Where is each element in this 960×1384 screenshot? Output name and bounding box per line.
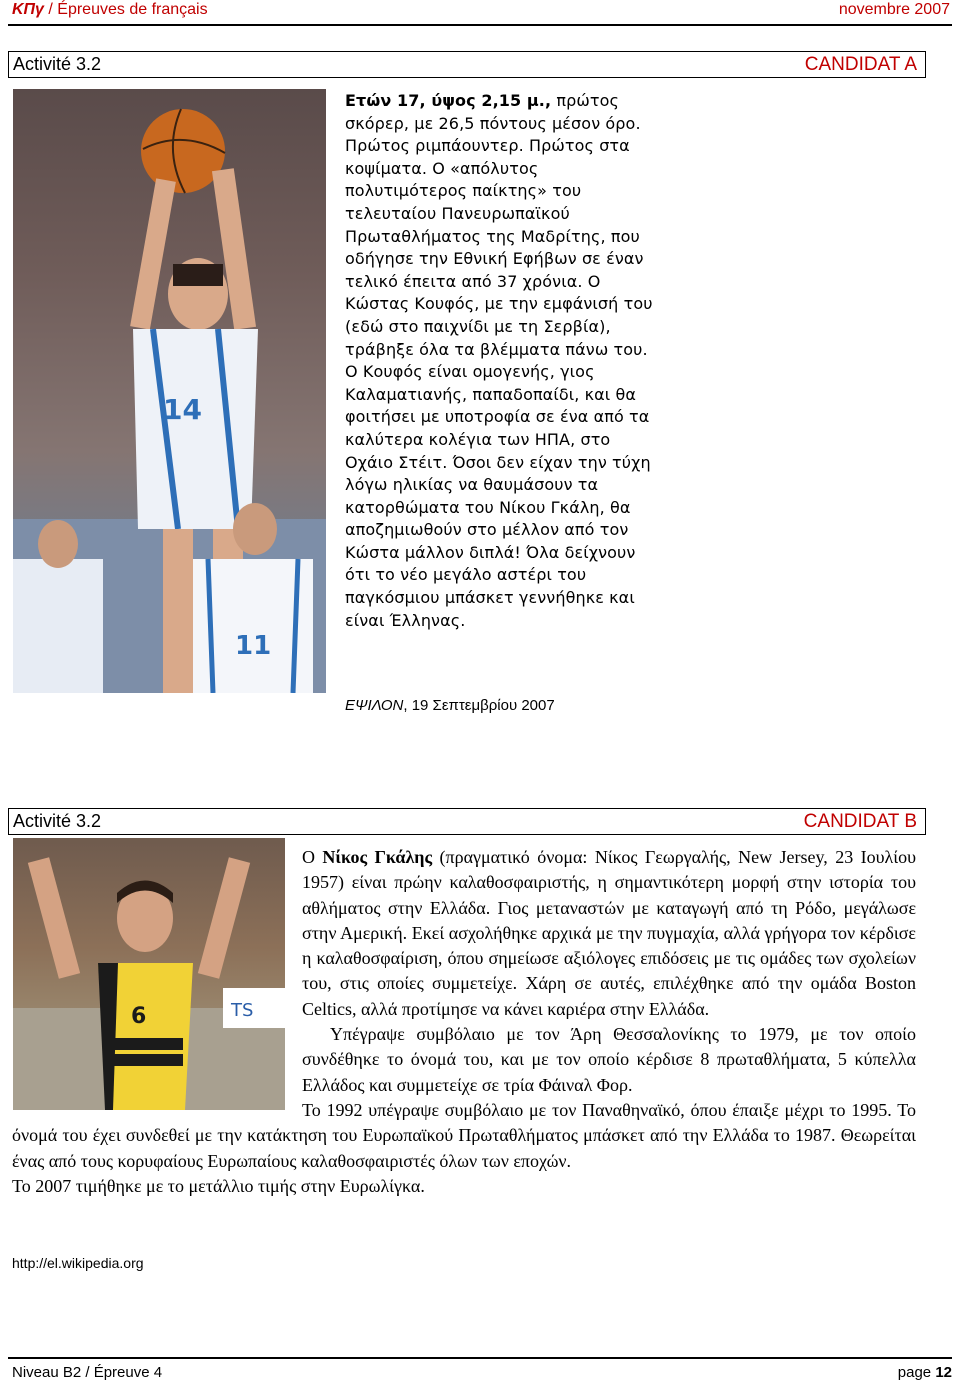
svg-text:14: 14	[163, 393, 202, 426]
header-rule	[8, 24, 952, 26]
activity-b-bar	[8, 808, 926, 835]
article-b-paragraph-2: Υπέγραψε συμβόλαιο με τον Άρη Θεσσαλονίκης το 1979, με τον οποίο συνδέθηκε το όνομά του, και με τον οποίο κέρδισε 8 πρωταθλήματα, 5 κύπελλα Ελλάδος και συμμετείχε σε τρία Φάιναλ Φορ.	[302, 1024, 916, 1095]
basketball-player-dunk-photo	[13, 89, 326, 693]
activity-a-bar	[8, 51, 926, 78]
article-b-source-link[interactable]: http://el.wikipedia.org	[12, 1255, 144, 1271]
candidate-a-label: CANDIDAT A	[804, 54, 917, 75]
header-title	[12, 1, 208, 19]
exam-name: Épreuves de français	[57, 1, 208, 18]
article-a-lead: Ετών 17, ύψος 2,15 μ.,	[345, 91, 552, 110]
candidate-b-label: CANDIDAT B	[803, 811, 917, 832]
svg-text:TS: TS	[231, 1000, 254, 1021]
article-b-paragraph-4: Το 2007 τιμήθηκε με το μετάλλιο τιμής στην Ευρωλίγκα.	[12, 1175, 425, 1196]
article-b-p1-pre: Ο	[302, 847, 323, 867]
footer-level: Niveau B2 / Épreuve 4	[12, 1364, 163, 1381]
activity-b-label: Activité 3.2	[13, 811, 102, 831]
header-date: novembre 2007	[838, 1, 950, 18]
article-a	[345, 90, 655, 632]
svg-text:6: 6	[131, 1004, 147, 1029]
footer-page	[898, 1364, 952, 1381]
page-label: page	[897, 1364, 936, 1381]
player-name: Νίκος Γκάλης	[322, 847, 433, 867]
photo-illustration	[13, 89, 326, 693]
footer-rule	[8, 1357, 952, 1359]
svg-text:11: 11	[235, 631, 272, 661]
article-b-paragraph-3: Το 1992 υπέγραψε συμβόλαιο με τον Παναθηναϊκό, όπου έπαιξε μέχρι το 1995. Το όνομά του έχει συνδεθεί με την κατάκτηση του Ευρωπαϊκού Πρωταθλήματος μπάσκετ από την Ελλάδα το 1987. Θεωρείται ένας από τους κορυφαίους Ευρωπαίους καλαθοσφαιριστές όλων των εποχών.	[12, 1099, 916, 1171]
article-a-body: πρώτος σκόρερ, με 26,5 πόντους μέσον όρο. Πρώτος ριμπάουντερ. Πρώτος στα κοψίματα. Ο «απόλυτος πολυτιμότερος παίκτης» του τελευταίου Πανευρωπαϊκού Πρωταθλήματος της Μαδρίτης, που οδήγησε την Εθνική Εφήβων σε έναν τελικό έπειτα από 37 χρόνια. Ο Κώστας Κουφός, με την εμφάνισή του (εδώ στο παιχνίδι με τη Σερβία), τράβηξε όλα τα βλέμματα πάνω του. Ο Κουφός είναι ομογενής, γιος Καλαματιανής, παπαδοπαίδι, και θα φοιτήσει με υποτροφία σε ένα από τα καλύτερα κολέγια των ΗΠΑ, στο Οχάιο Στέιτ. Όσοι δεν είχαν την τύχη λόγω ηλικίας να θαυμάσουν τα κατορθώματα του Νίκου Γκάλη, θα αποζημιωθούν στο μέλλον από τον Κώστα μάλλον διπλά! Όλα δείχνουν ότι το νέο μεγάλο αστέρι του παγκόσμιου μπάσκετ γεννήθηκε και είναι Έλληνας.	[345, 91, 653, 630]
activity-a-label: Activité 3.2	[13, 54, 102, 74]
article-a-publication: ΕΨΙΛΟΝ	[345, 697, 404, 714]
article-b-p1-rest: (πραγματικό όνομα: Νίκος Γεωργαλής, New Jersey, 23 Ιουλίου 1957) είναι πρώην καλαθοσφαιριστής, η σημαντικότερη μορφή στην ιστορία του αθλήματος στην Ελλάδα. Γιος μεταναστών με καταγωγή από τη Ρόδο, μεγάλωσε στην Αμερική. Εκεί ασχολήθηκε αρχικά με την πυγμαχία, αλλά γρήγορα τον κέρδισε η καλαθοσφαίριση, όπου σημείωσε αξιόλογες επιδόσεις με τις ομάδες των σχολείων του, στις οποίες συμμετείχε. Χάρη σε αυτές, επιλέχθηκε από την ομάδα Boston Celtics, αλλά προτίμησε να κάνει καριέρα στην Ελλάδα.	[302, 847, 916, 1019]
article-b	[12, 845, 916, 1199]
article-a-date: , 19 Σεπτεμβρίου 2007	[403, 697, 555, 714]
exam-system: ΚΠγ	[12, 1, 44, 18]
header-separator: /	[43, 1, 58, 18]
article-a-source	[345, 697, 555, 714]
page-number: 12	[935, 1364, 952, 1381]
photo-spacer	[12, 845, 302, 1113]
